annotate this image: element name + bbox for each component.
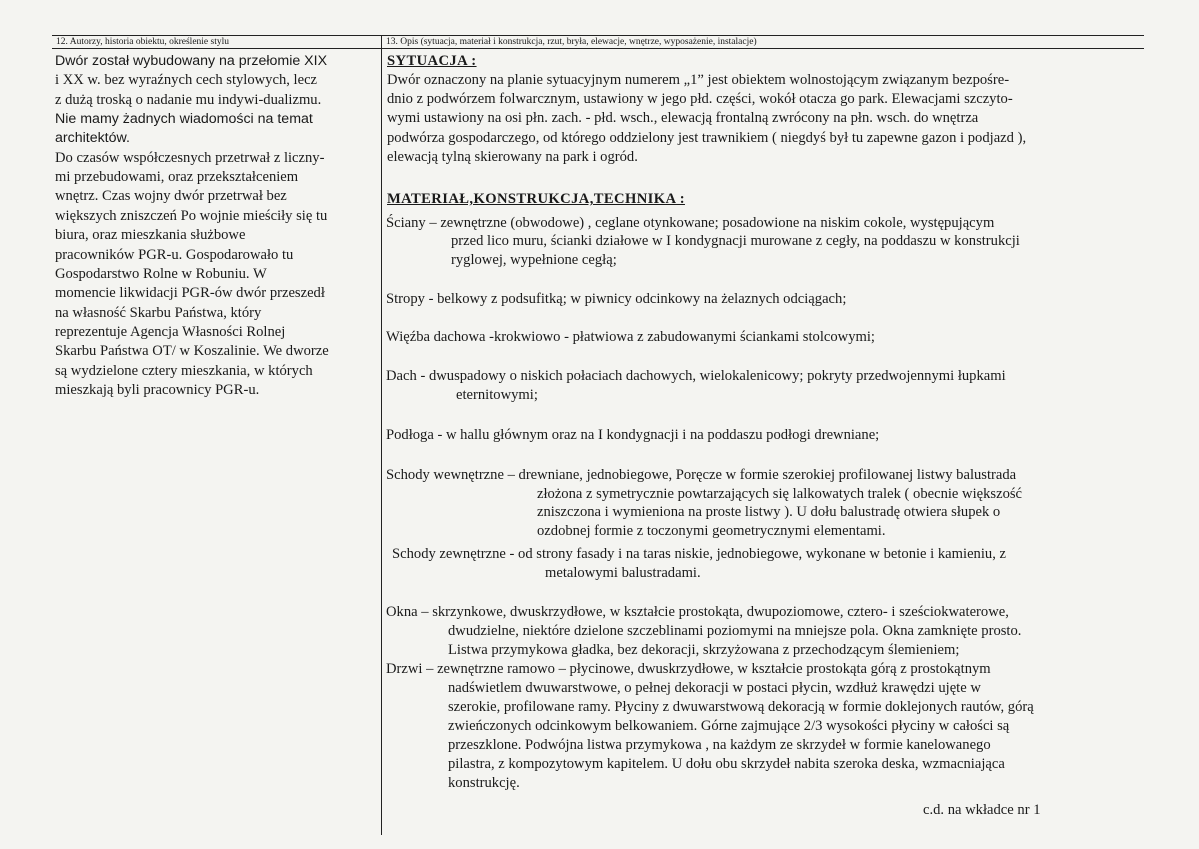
history-line: reprezentuje Agencja Własności Rolnej [55,323,286,340]
sytuacja-line: Dwór oznaczony na planie sytuacyjnym numerem „1” jest obiektem wolnostojącym związanym bezpośre- [387,72,1010,88]
material-line: konstrukcję. [448,775,520,791]
material-line: przeszklone. Podwójna listwa przymykowa , na każdym ze skrzydeł w formie kanelowanego [448,737,991,753]
history-line: pracowników PGR-u. Gospodarowało tu [55,246,294,263]
history-line: architektów. [55,130,130,147]
material-line: eternitowymi; [456,387,538,403]
material-line: Okna – skrzynkowe, dwuskrzydłowe, w kształcie prostokąta, dwupoziomowe, cztero- i sześciokwaterowe, [386,604,1009,620]
left-column-header: 12. Autorzy, historia obiektu, określenie stylu [56,37,229,47]
material-line: Listwa przymykowa gładka, bez dekoracji, skrzyżowana z przechodzącym ślemieniem; [448,642,960,658]
sytuacja-line: podwórza gospodarczego, od którego oddzielony jest trawnikiem ( niegdyś był tu zapewne gazon i podjazd ), [387,129,1027,146]
right-column-header: 13. Opis (sytuacja, materiał i konstrukcja, rzut, bryła, elewacje, wnętrze, wyposażenie, instalacje) [386,37,757,47]
history-line: większych zniszczeń Po wojnie mieściły się tu [55,207,328,224]
history-line: mieszkają byli pracownicy PGR-u. [55,381,260,398]
material-line: Ściany – zewnętrzne (obwodowe) , ceglane otynkowane; posadowione na niskim cokole, występującym [386,215,995,231]
material-line: zwieńczonych odcinkowym belkowaniem. Górne zajmujące 2/3 wysokości płyciny w całości są [448,718,1010,734]
history-line: i XX w. bez wyraźnych cech stylowych, lecz [55,72,318,89]
history-line: z dużą troską o nadanie mu indywi-dualizmu. [55,91,322,108]
material-line: nadświetlem dwuwarstwowe, o pełnej dekoracji w postaci płycin, wzdłuż krawędzi ujęte w [448,680,981,696]
history-line: Gospodarstwo Rolne w Robuniu. W [55,265,267,282]
sytuacja-line: dnio z podwórzem folwarcznym, ustawiony w jego płd. części, wokół otacza go park. Elewacjami szczyto- [387,91,1013,108]
material-line: szerokie, profilowane ramy. Płyciny z dwuwarstwową dekoracją w formie doklejonych rautów, górą [448,699,1034,715]
material-line: ryglowej, wypełnione cegłą; [451,252,617,268]
material-line: przed lico muru, ścianki działowe w I kondygnacji murowane z cegły, na poddaszu w konstrukcji [451,233,1020,249]
header-rule [52,48,1144,49]
material-line: Schody zewnętrzne - od strony fasady i na taras niskie, jednobiegowe, wykonane w betonie i kamieniu, z [392,546,1006,562]
history-line: Dwór został wybudowany na przełomie XIX [55,53,328,69]
material-line: Więźba dachowa -krokwiowo - płatwiowa z zabudowanymi ściankami stolcowymi; [386,329,875,345]
material-line: złożona z symetrycznie powtarzających się lalkowatych tralek ( obecnie większość [537,486,1023,502]
material-line: zniszczona i wymieniona na proste listwy ). U dołu balustradę otwiera słupek o [537,504,1001,520]
top-rule [52,35,1144,36]
history-line: wnętrz. Czas wojny dwór przetrwał bez [55,188,287,205]
history-line: momencie likwidacji PGR-ów dwór przeszedł [55,285,325,302]
history-line: Do czasów współczesnych przetrwał z liczny- [55,149,325,166]
column-divider [381,35,382,835]
history-line: są wydzielone cztery mieszkania, w których [55,362,313,379]
material-line: dwudzielne, niektóre dzielone szczeblinami poziomymi na mniejsze pola. Okna zamknięte prosto. [448,623,1022,639]
history-line: Skarbu Państwa OT/ w Koszalinie. We dworze [55,343,329,360]
material-line: Stropy - belkowy z podsufitką; w piwnicy odcinkowy na żelaznych odciągach; [386,291,847,307]
material-heading: MATERIAŁ,KONSTRUKCJA,TECHNIKA : [387,191,685,207]
material-line: Drzwi – zewnętrzne ramowo – płycinowe, dwuskrzydłowe, w kształcie prostokąta górą z prostokątnym [386,661,991,677]
history-line: na własność Skarbu Państwa, który [55,304,262,321]
material-line: Schody wewnętrzne – drewniane, jednobiegowe, Poręcze w formie szerokiej profilowanej listwy balustrada [386,467,1017,483]
material-line: metalowymi balustradami. [545,565,701,581]
history-line: biura, oraz mieszkania służbowe [55,227,246,244]
material-line: Podłoga - w hallu głównym oraz na I kondygnacji i na poddaszu podłogi drewniane; [386,427,880,443]
continuation-note: c.d. na wkładce nr 1 [923,802,1041,818]
sytuacja-line: wymi ustawiony na osi płn. zach. - płd. wsch., elewacją frontalną zwrócony na płn. wsch. do wnętrza [387,110,979,127]
sytuacja-heading: SYTUACJA : [387,53,477,69]
sytuacja-line: elewacją tylną skierowany na park i ogród. [387,148,638,165]
history-line: Nie mamy żadnych wiadomości na temat [55,111,313,128]
history-line: mi przebudowami, oraz przekształceniem [55,169,299,186]
material-line: Dach - dwuspadowy o niskich połaciach dachowych, wielokalenicowy; pokryty przedwojennymi łupkami [386,368,1006,384]
material-line: ozdobnej formie z toczonymi geometrycznymi elementami. [537,523,886,539]
material-line: pilastra, z kompozytowym kapitelem. U dołu obu skrzydeł nabita szeroka deska, wzmacniająca [448,756,1005,772]
